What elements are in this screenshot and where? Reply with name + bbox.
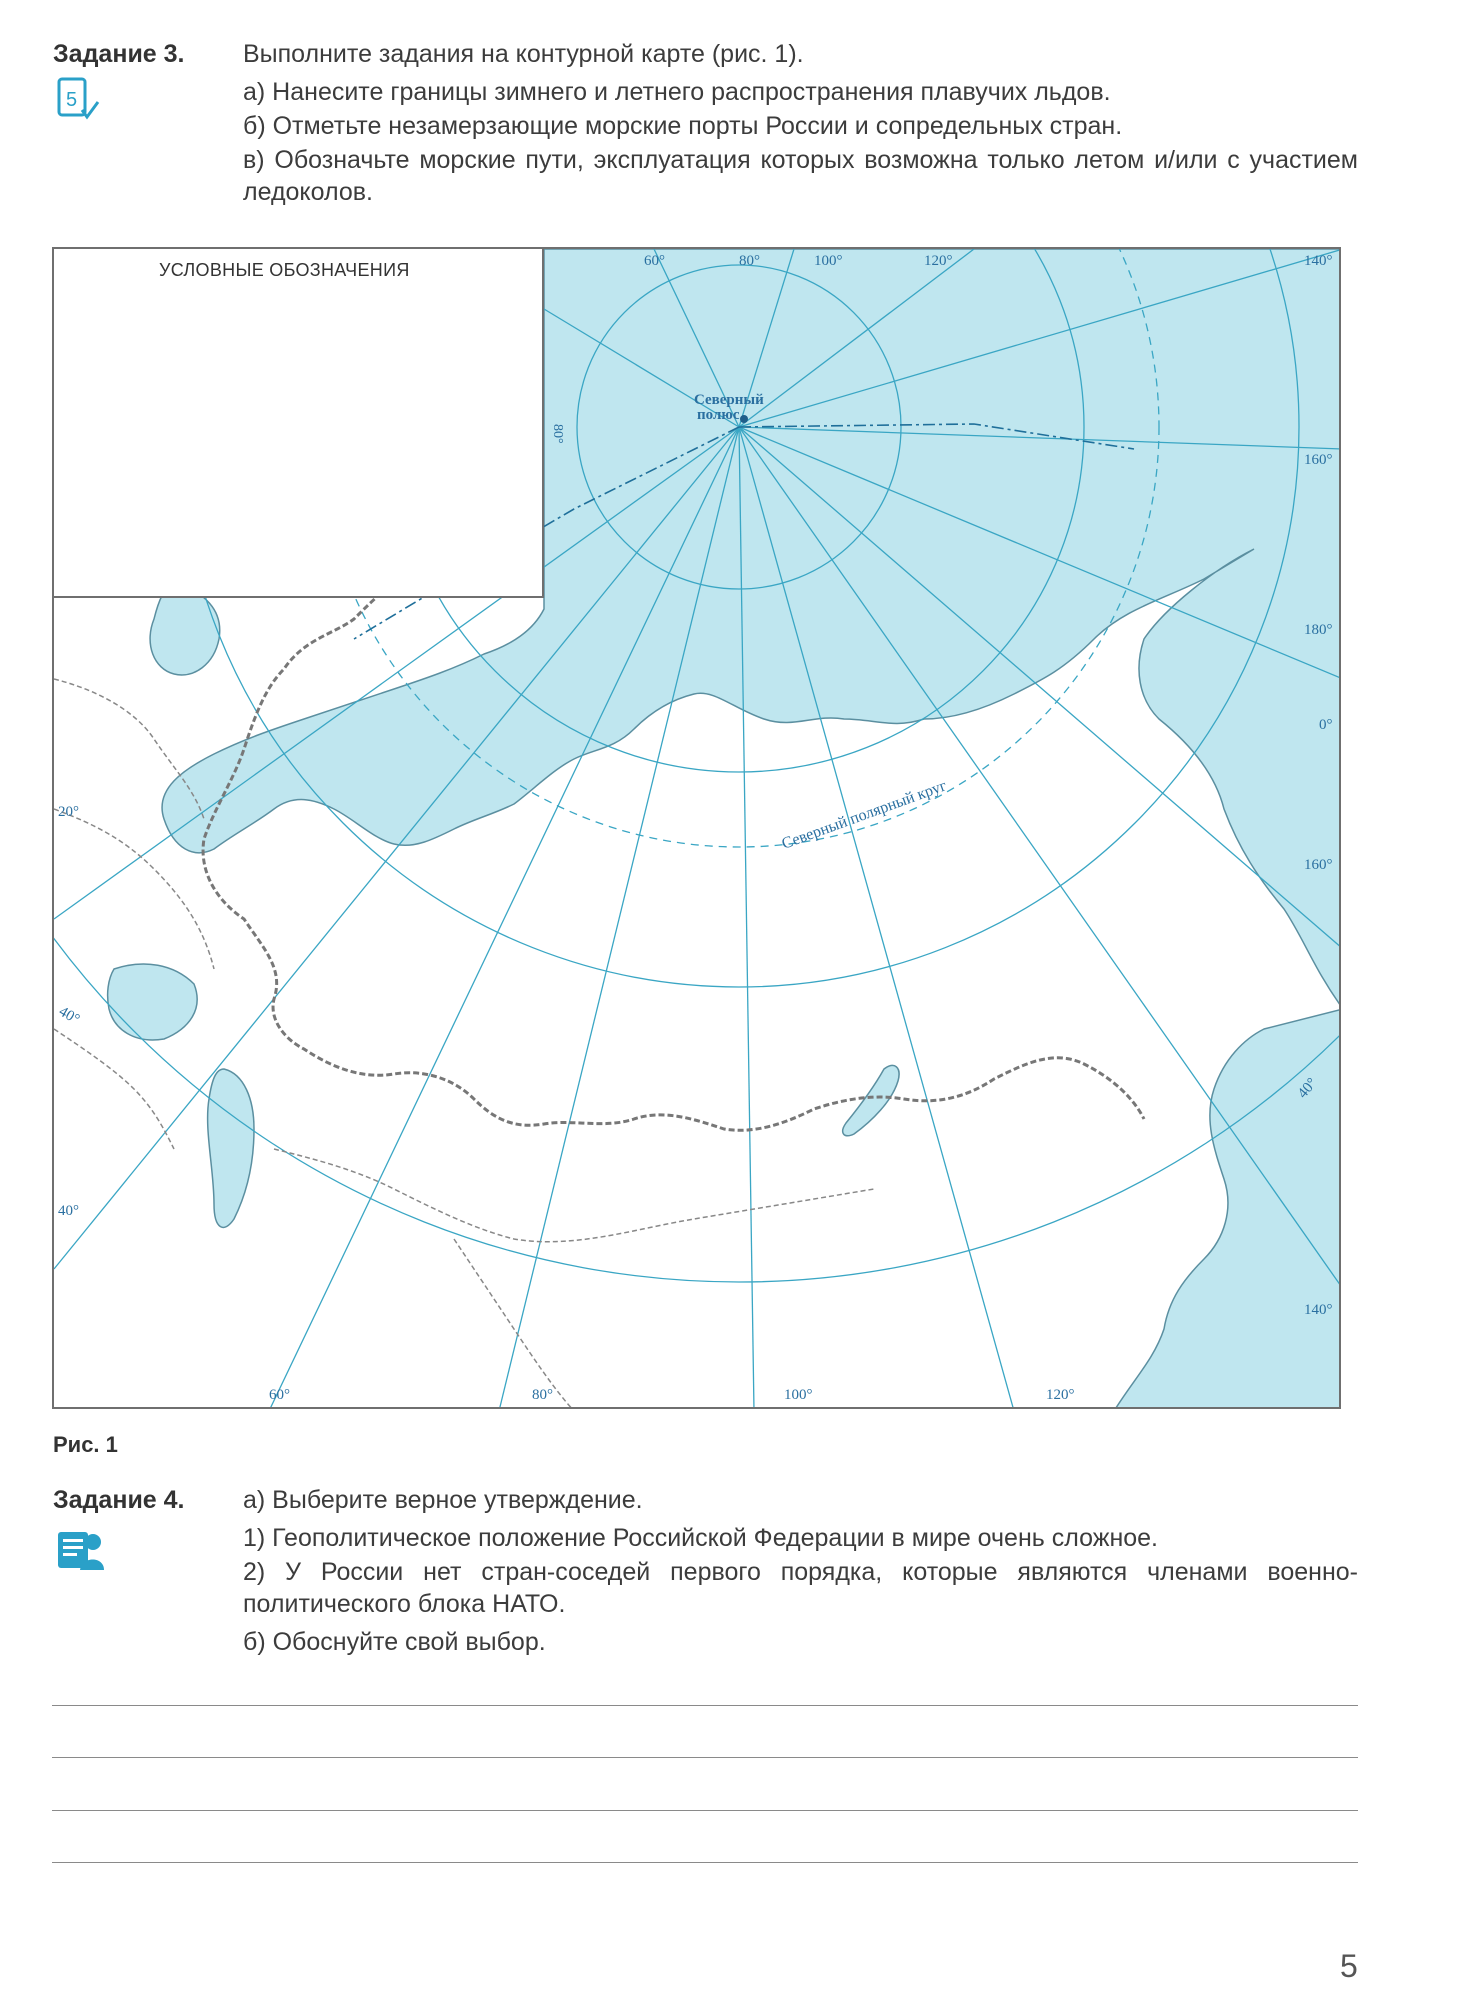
document-person-icon [56, 1524, 104, 1574]
north-pole-point [740, 415, 748, 423]
left-label-40a: 40° [56, 1003, 83, 1028]
bottom-lon-120: 120° [1046, 1387, 1075, 1403]
legend-title: УСЛОВНЫЕ ОБОЗНАЧЕНИЯ [159, 260, 410, 280]
north-pole-label: Северный [694, 392, 764, 408]
top-lon-100: 100° [814, 253, 843, 269]
right-label-5: 40° [1294, 1075, 1321, 1102]
right-label-6: 140° [1304, 1302, 1333, 1318]
task3-intro: Выполните задания на контурной карте (рис. 1). [243, 40, 804, 68]
arctic-circle-label: Северный полярный круг [779, 777, 949, 853]
map-legend-box [54, 249, 544, 598]
right-label-2: 180° [1304, 622, 1333, 638]
task4-heading: Задание 4. [53, 1486, 185, 1514]
top-lon-80: 80° [739, 253, 760, 269]
answer-line[interactable] [52, 1862, 1358, 1863]
lat-80-label: 80° [550, 424, 565, 444]
task4-option-2: 2) У России нет стран-соседей первого порядка, которые являются членами военно-политического блока НАТО. [243, 1558, 1358, 1618]
answer-line[interactable] [52, 1705, 1358, 1706]
left-label-40b: 40° [58, 1203, 79, 1219]
page-number: 5 [1340, 1948, 1358, 1984]
black-sea [108, 964, 198, 1040]
task3-item-a: а) Нанесите границы зимнего и летнего распространения плавучих льдов. [243, 78, 1111, 106]
task3-item-c: в) Обозначьте морские пути, эксплуатация которых возможна только летом и/или с участием ледоколов. [243, 146, 1358, 206]
task4-intro: а) Выберите верное утверждение. [243, 1486, 643, 1514]
right-label-1: 160° [1304, 452, 1333, 468]
right-label-3: 0° [1319, 717, 1333, 733]
task3-item-b: б) Отметьте незамерзающие морские порты России и сопредельных стран. [243, 112, 1123, 140]
task3-heading: Задание 3. [53, 40, 185, 68]
north-pole-label-2: полюс [697, 407, 740, 423]
answer-line[interactable] [52, 1810, 1358, 1811]
bottom-lon-100: 100° [784, 1387, 813, 1403]
top-lon-60: 60° [644, 253, 665, 269]
bottom-lon-80: 80° [532, 1387, 553, 1403]
task4-option-1: 1) Геополитическое положение Российской Федерации в мире очень сложное. [243, 1524, 1159, 1552]
task4-part-b: б) Обоснуйте свой выбор. [243, 1628, 546, 1656]
bottom-lon-60: 60° [269, 1387, 290, 1403]
right-label-4: 160° [1304, 857, 1333, 873]
answer-line[interactable] [52, 1757, 1358, 1758]
caspian-sea [208, 1069, 254, 1227]
tablet-check-icon [56, 76, 100, 122]
top-lon-140: 140° [1304, 253, 1333, 269]
left-label-20: 20° [58, 804, 79, 820]
figure-caption: Рис. 1 [53, 1432, 118, 1457]
contour-map [52, 247, 1341, 1409]
pacific-ocean [1114, 1009, 1341, 1409]
top-lon-120: 120° [924, 253, 953, 269]
tablet-icon-number: 5 [66, 89, 78, 111]
